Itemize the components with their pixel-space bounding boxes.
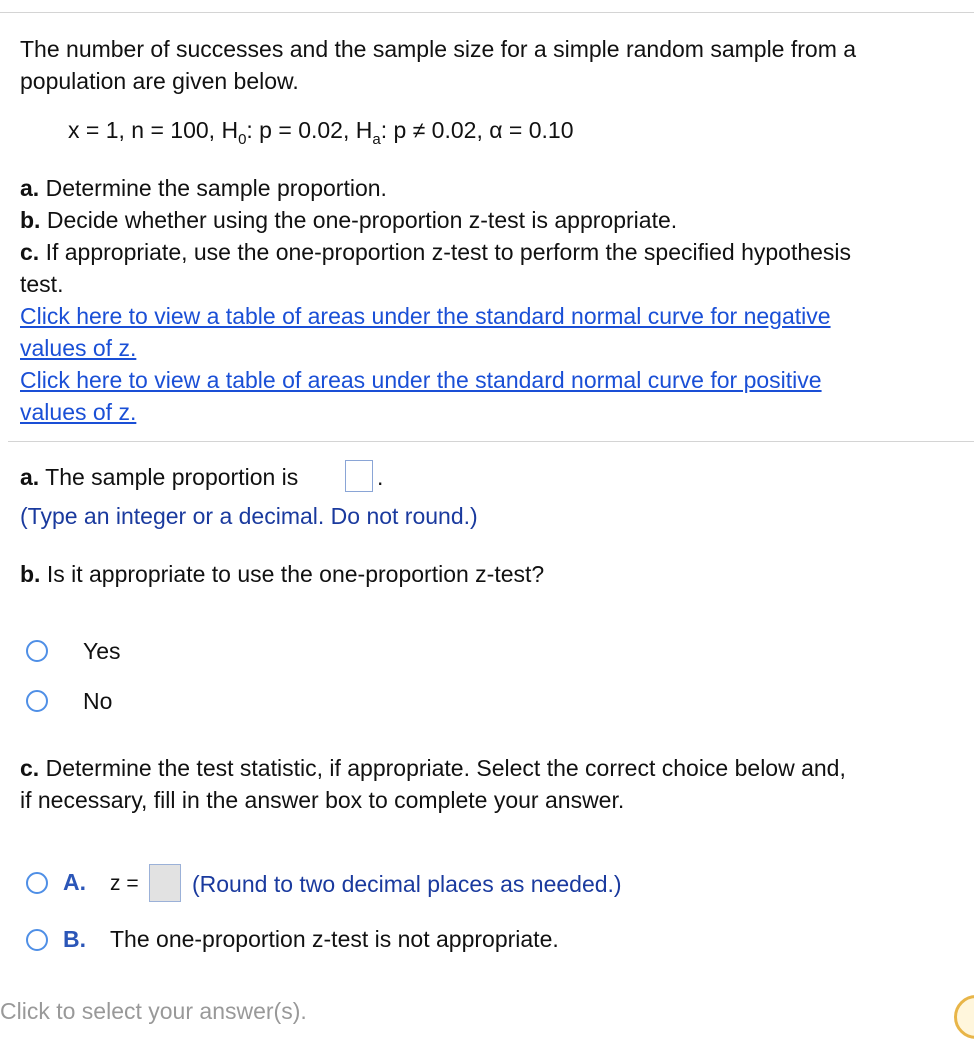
z-statistic-input[interactable] xyxy=(149,864,181,902)
choice-a-hint: (Round to two decimal places as needed.) xyxy=(192,871,622,897)
choice-a-letter: A. xyxy=(63,869,86,895)
part-c-question-line-2: if necessary, fill in the answer box to complete your answer. xyxy=(20,787,625,813)
positive-z-table-link-line-2[interactable]: values of z. xyxy=(20,399,137,425)
intro-line-1: The number of successes and the sample size for a simple random sample from a xyxy=(20,36,857,62)
task-b: b. Decide whether using the one-proportion z-test is appropriate. xyxy=(20,207,678,233)
choice-a-radio[interactable] xyxy=(26,872,48,894)
no-option-label[interactable]: No xyxy=(83,688,113,714)
part-a-hint: (Type an integer or a decimal. Do not round.) xyxy=(20,503,478,529)
section-divider xyxy=(8,441,974,442)
part-a-question: a. The sample proportion is xyxy=(20,464,299,490)
negative-z-table-link-line-1[interactable]: Click here to view a table of areas under the standard normal curve for negative xyxy=(20,303,831,329)
top-divider xyxy=(0,12,974,13)
help-icon[interactable] xyxy=(954,995,974,1039)
yes-option-label[interactable]: Yes xyxy=(83,638,121,664)
part-c-question: c. Determine the test statistic, if appropriate. Select the correct choice below and, xyxy=(20,755,846,781)
task-a: a. Determine the sample proportion. xyxy=(20,175,387,201)
given-values: x = 1, n = 100, $H_0$: p = 0.02, $H_a$: p ≠ 0.02, α = 0.10 xyxy=(68,117,574,148)
negative-z-table-link-line-2[interactable]: values of z. xyxy=(20,335,137,361)
negative-z-table-link-cont[interactable] xyxy=(20,332,136,364)
part-a-period: . xyxy=(377,464,384,490)
choice-b-letter: B. xyxy=(63,926,86,952)
choice-b-radio[interactable] xyxy=(26,929,48,951)
task-c: c. If appropriate, use the one-proportion z-test to perform the specified hypothesis xyxy=(20,239,852,265)
intro-line-2: population are given below. xyxy=(20,68,299,94)
choice-b-text[interactable]: The one-proportion z-test is not appropriate. xyxy=(110,926,559,952)
z-equals-label: z = xyxy=(110,872,139,895)
no-radio[interactable] xyxy=(26,690,48,712)
positive-z-table-link-line-1[interactable]: Click here to view a table of areas under the standard normal curve for positive xyxy=(20,367,822,393)
part-b-question: b. Is it appropriate to use the one-proportion z-test? xyxy=(20,561,545,587)
negative-z-table-link[interactable] xyxy=(20,300,831,332)
positive-z-table-link[interactable] xyxy=(20,364,822,396)
sample-proportion-input[interactable] xyxy=(345,460,373,492)
positive-z-table-link-cont[interactable] xyxy=(20,396,136,428)
yes-radio[interactable] xyxy=(26,640,48,662)
task-c-line-2: test. xyxy=(20,271,64,297)
footer-instruction: Click to select your answer(s). xyxy=(0,998,307,1024)
